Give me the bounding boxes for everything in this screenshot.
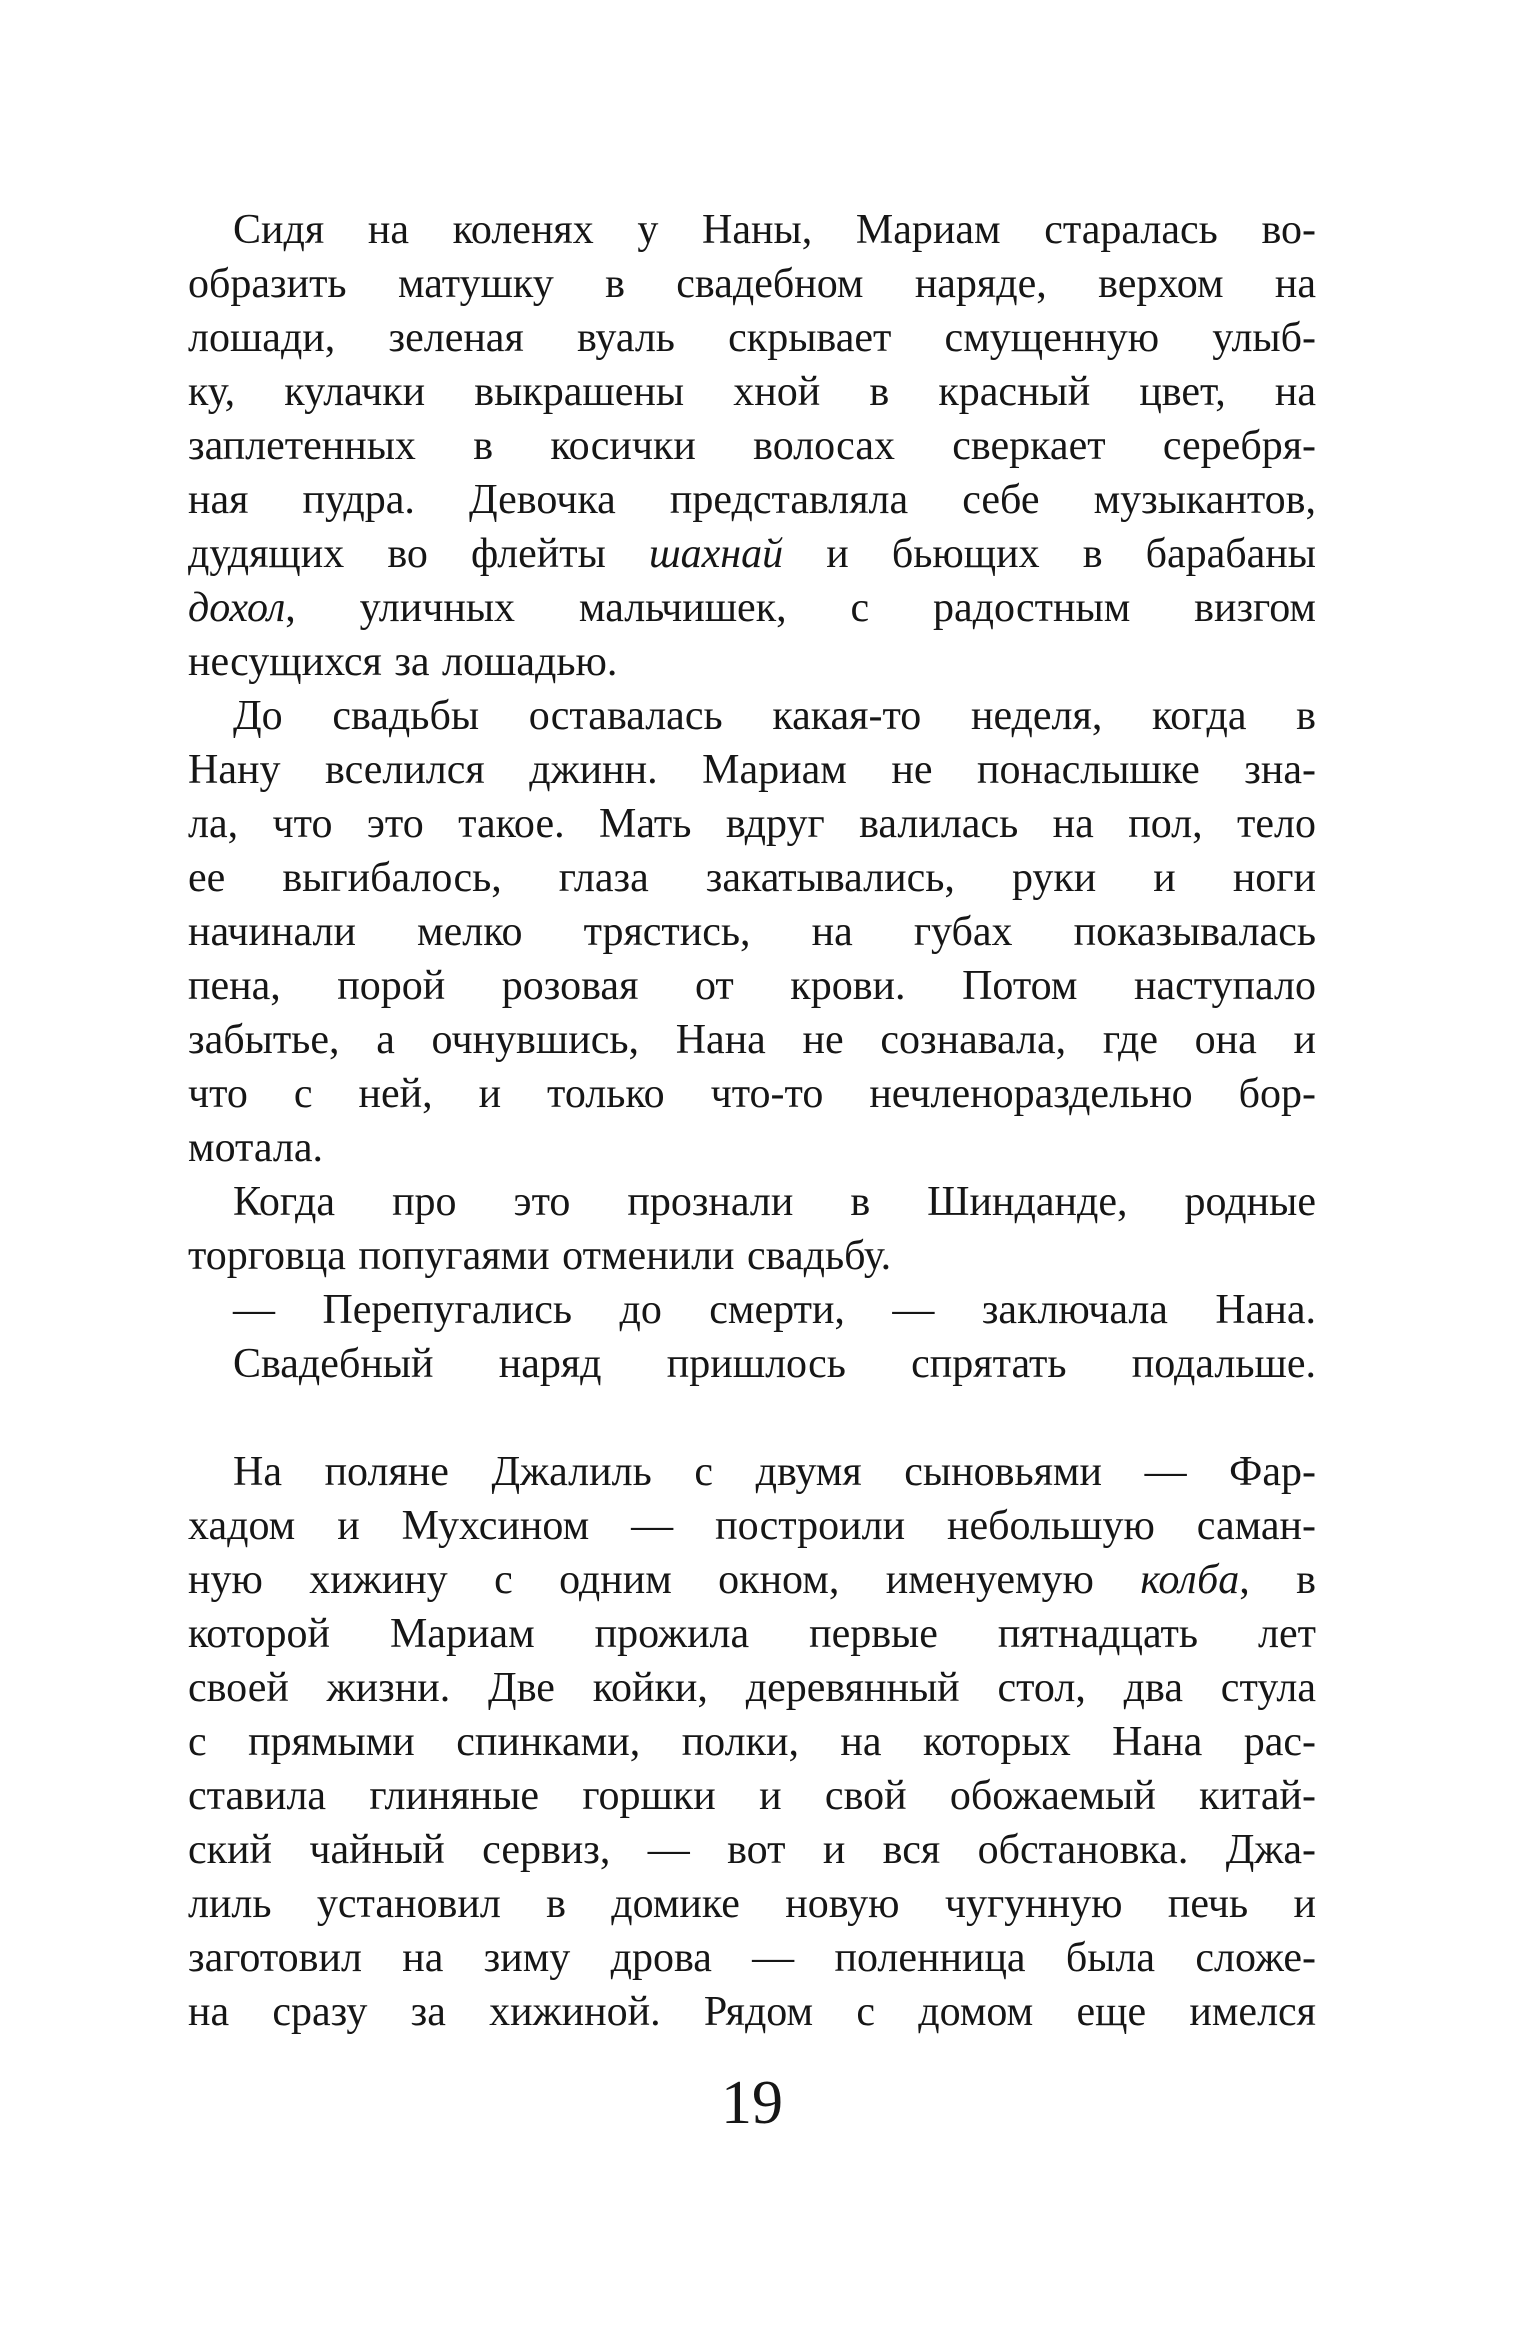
text-line bbox=[188, 1715, 1316, 1769]
text-segment: несущихся за лошадью. bbox=[188, 639, 618, 685]
text-line bbox=[188, 797, 1316, 851]
text-segment: и бьющих в барабаны bbox=[783, 531, 1316, 577]
text-segment: Сидя на коленях у Наны, Мариам старалась во- bbox=[233, 207, 1316, 253]
text-segment: Свадебный наряд пришлось спрятать подальше. bbox=[233, 1341, 1316, 1387]
text-line bbox=[188, 1985, 1316, 2039]
text-line bbox=[188, 527, 1316, 581]
page-text bbox=[188, 203, 1316, 2039]
text-segment: До свадьбы оставалась какая-то неделя, когда в bbox=[233, 693, 1316, 739]
text-line bbox=[188, 419, 1316, 473]
italic-term: шахнай bbox=[648, 531, 784, 577]
text-line bbox=[188, 365, 1316, 419]
paragraph bbox=[188, 1445, 1316, 2039]
text-line bbox=[188, 311, 1316, 365]
text-line bbox=[188, 1121, 1316, 1175]
italic-term: колба bbox=[1140, 1557, 1240, 1603]
text-segment: , уличных мальчишек, с радостным визгом bbox=[285, 585, 1316, 631]
text-line bbox=[188, 1283, 1316, 1337]
text-line bbox=[188, 743, 1316, 797]
text-segment: начинали мелко трястись, на губах показывалась bbox=[188, 909, 1316, 955]
text-segment: ее выгибалось, глаза закатывались, руки и ноги bbox=[188, 855, 1316, 901]
text-segment: с прямыми спинками, полки, на которых Нана рас- bbox=[188, 1719, 1316, 1765]
text-line bbox=[188, 1661, 1316, 1715]
text-line bbox=[188, 203, 1316, 257]
text-segment: ла, что это такое. Мать вдруг валилась на пол, тело bbox=[188, 801, 1316, 847]
text-line bbox=[188, 1499, 1316, 1553]
text-line bbox=[188, 1337, 1316, 1391]
paragraph bbox=[188, 1337, 1316, 1391]
text-segment: Нану вселился джинн. Мариам не понаслышке зна- bbox=[188, 747, 1316, 793]
text-segment: мотала. bbox=[188, 1125, 324, 1171]
text-line bbox=[188, 635, 1316, 689]
text-segment: ку, кулачки выкрашены хной в красный цвет, на bbox=[188, 369, 1316, 415]
text-segment: ная пудра. Девочка представляла себе музыкантов, bbox=[188, 477, 1316, 523]
text-line bbox=[188, 1553, 1316, 1607]
text-segment: На поляне Джалиль с двумя сыновьями — Фар- bbox=[233, 1449, 1316, 1495]
text-line bbox=[188, 689, 1316, 743]
text-line bbox=[188, 1445, 1316, 1499]
text-line bbox=[188, 1067, 1316, 1121]
text-line bbox=[188, 959, 1316, 1013]
text-segment: пена, порой розовая от крови. Потом наступало bbox=[188, 963, 1316, 1009]
text-segment: ставила глиняные горшки и свой обожаемый китай- bbox=[188, 1773, 1316, 1819]
paragraph bbox=[188, 1283, 1316, 1337]
page-number: 19 bbox=[721, 2069, 783, 2137]
text-line bbox=[188, 473, 1316, 527]
text-line bbox=[188, 257, 1316, 311]
italic-term: дохол bbox=[188, 585, 286, 631]
text-segment: ную хижину с одним окном, именуемую bbox=[188, 1557, 1141, 1603]
text-line bbox=[188, 1013, 1316, 1067]
text-line bbox=[188, 1769, 1316, 1823]
text-segment: дудящих во флейты bbox=[188, 531, 649, 577]
text-segment: на сразу за хижиной. Рядом с домом еще имелся bbox=[188, 1989, 1316, 2035]
text-segment: которой Мариам прожила первые пятнадцать лет bbox=[188, 1611, 1316, 1657]
text-segment: Когда про это прознали в Шинданде, родные bbox=[233, 1179, 1316, 1225]
text-line bbox=[188, 1931, 1316, 1985]
paragraph bbox=[188, 1175, 1316, 1283]
text-segment: — Перепугались до смерти, — заключала Нана. bbox=[233, 1287, 1316, 1333]
text-line bbox=[188, 1229, 1316, 1283]
text-line bbox=[188, 581, 1316, 635]
paragraph bbox=[188, 689, 1316, 1175]
text-line bbox=[188, 1877, 1316, 1931]
text-line bbox=[188, 1823, 1316, 1877]
text-segment: лиль установил в домике новую чугунную печь и bbox=[188, 1881, 1316, 1927]
text-segment: лошади, зеленая вуаль скрывает смущенную улыб- bbox=[188, 315, 1316, 361]
text-segment: забытье, а очнувшись, Нана не сознавала, где она и bbox=[188, 1017, 1316, 1063]
text-line bbox=[188, 851, 1316, 905]
text-segment: что с ней, и только что-то нечленораздельно бор- bbox=[188, 1071, 1316, 1117]
text-segment: ский чайный сервиз, — вот и вся обстановка. Джа- bbox=[188, 1827, 1316, 1873]
paragraph bbox=[188, 203, 1316, 689]
text-line bbox=[188, 1175, 1316, 1229]
text-segment: , в bbox=[1239, 1557, 1316, 1603]
text-segment: торговца попугаями отменили свадьбу. bbox=[188, 1233, 892, 1279]
text-segment: образить матушку в свадебном наряде, верхом на bbox=[188, 261, 1316, 307]
text-segment: заплетенных в косички волосах сверкает серебря- bbox=[188, 423, 1316, 469]
text-segment: своей жизни. Две койки, деревянный стол, два стула bbox=[188, 1665, 1316, 1711]
text-line bbox=[188, 905, 1316, 959]
text-segment: хадом и Мухсином — построили небольшую саман- bbox=[188, 1503, 1316, 1549]
text-segment: заготовил на зиму дрова — поленница была сложе- bbox=[188, 1935, 1316, 1981]
text-line bbox=[188, 1607, 1316, 1661]
